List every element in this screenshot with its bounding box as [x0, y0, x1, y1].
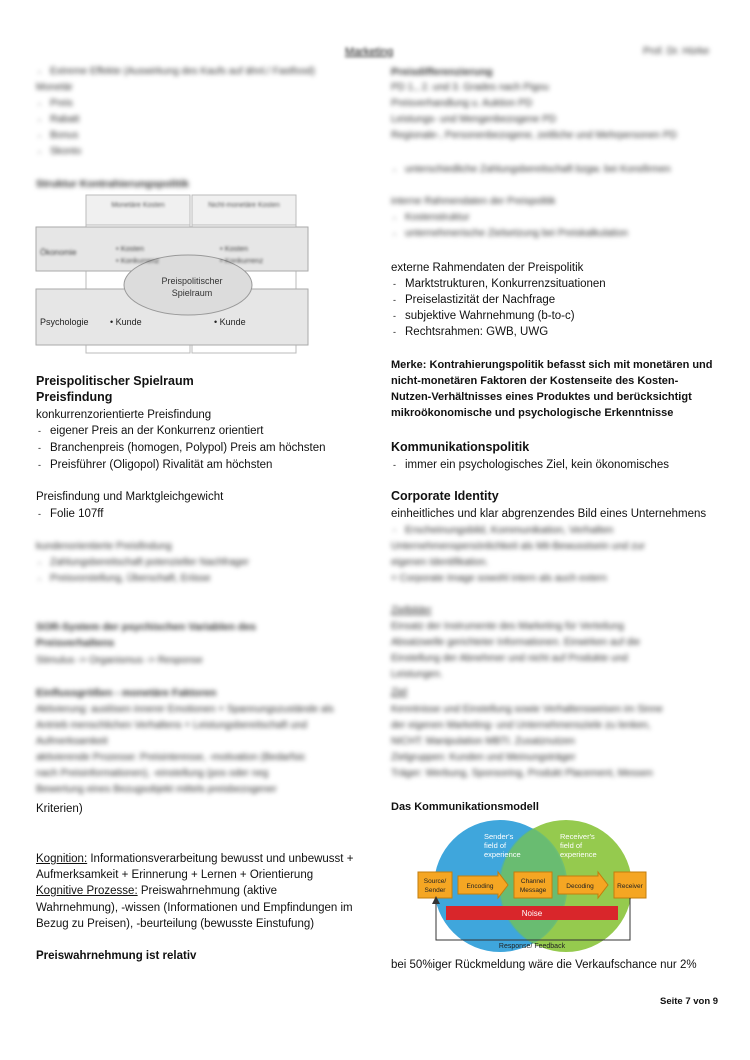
diff-line-8: ‐ unternehmerische Zielsetzung bei Preiskalkulation	[391, 226, 628, 242]
ziele-line-0: Zielbilder	[391, 605, 432, 616]
source-box	[418, 872, 452, 898]
merke-line-1: nicht-monetären Faktoren der Kostenseite des Kosten-	[391, 375, 679, 387]
heading-kommunikation: Kommunikationspolitik	[391, 440, 530, 454]
folie-ref: ‐ Folie 107ff	[36, 506, 104, 522]
struktur-diagram	[34, 193, 312, 355]
ziele-line-3: Einstellung der Abnehmer und nicht auf Produkte und	[391, 653, 628, 664]
kunden-line-2: ‐ Preisvorstellung, Überschaft, Eriisse	[36, 571, 211, 587]
diagram-row1-label: Ökonomie	[40, 248, 77, 257]
sender-field-line1: Sender's	[484, 832, 514, 841]
konkurrenz-item-2: ‐ Preisführer (Oligopol) Rivalität am höchsten	[36, 457, 272, 473]
left-top-line-3: ‐ Rabatt	[36, 112, 79, 128]
heading-modell: Das Kommunikationsmodell	[391, 801, 539, 813]
diagram-col1-box	[86, 195, 190, 225]
receiver-label: Receiver	[617, 883, 643, 890]
diagram-kunde1: • Kunde	[110, 317, 142, 327]
left-top-line-2: ‐ Preis	[36, 96, 73, 112]
source-line1: Source/	[423, 878, 447, 885]
ziele-line-5: Ziel	[391, 687, 408, 698]
diff-line-6: interne Rahmendaten der Preispolitik	[391, 196, 556, 207]
einfluss-line-0: Einflussgrößen - monetäre Faktoren	[36, 687, 217, 699]
kognition-line-2: Aufmerksamkeit + Erinnerung + Lernen + Orientierung	[36, 869, 314, 881]
struktur-heading: Struktur Kontrahierungspolitik	[36, 178, 189, 190]
diff-line-3: Leistungs- und Mengenbezogene PD	[391, 114, 557, 125]
extern-heading: externe Rahmendaten der Preispolitik	[391, 262, 584, 274]
receiver-field-line3: experience	[560, 850, 597, 859]
sender-field-line3: experience	[484, 850, 521, 859]
ziele-line-8: NICHT: Manipulation MBTI. Zusatznutzen	[391, 736, 575, 747]
corporate-line-3: = Corporate Image sowohl intern als auch extern	[391, 573, 607, 584]
preiswahrnehmung-relativ: Preiswahrnehmung ist relativ	[36, 950, 197, 962]
extern-item-1: ‐ Preiselastizität der Nachfrage	[391, 292, 555, 308]
sender-field-line2: field of	[484, 841, 507, 850]
kognition-line-1: Kognition: Informationsverarbeitung bewusst und unbewusst +	[36, 853, 354, 865]
corporate-line-2: eigenen Identifikation.	[391, 557, 489, 568]
ziele-line-6: Kenntnisse und Einstellung sowie Verhaltensweisen im Sinne	[391, 704, 663, 715]
encoding-label: Encoding	[466, 883, 494, 890]
corporate-line-0: ‐ Erscheinungsbild, Kommunikation, Verhalten	[391, 522, 613, 538]
ziele-line-7: der eigenen Marketing- und Unternehmensziele zu lenken,	[391, 720, 651, 731]
diagram-k1: • Kosten	[116, 244, 145, 253]
rueckmeldung: bei 50%iger Rückmeldung wäre die Verkaufschance nur 2%	[391, 959, 697, 971]
sor-line-0: SOR-System der psychischen Variablen des	[36, 621, 257, 633]
kprozesse-line-2: Wahrnehmung), -wissen (Informationen und Empfindungen im	[36, 902, 353, 914]
kprozesse-line-3: Bezug zu Preisen), -beurteilung (bewusste Einstufung)	[36, 918, 315, 930]
diagram-col2-box	[192, 195, 296, 225]
heading-spielraum: Preispolitischer Spielraum	[36, 374, 194, 388]
konkurrenz-item-1: ‐ Branchenpreis (homogen, Polypol) Preis am höchsten	[36, 440, 326, 456]
ziele-line-4: Leistungen.	[391, 669, 443, 680]
merke-line-2: Nutzen-Verhältnisses eines Produktes und berücksichtigt	[391, 391, 692, 403]
merke-line-3: mikroökonomische und psychologische Erkenntnisse	[391, 407, 674, 419]
merke-line-0: Merke: Kontrahierungspolitik befasst sich mit monetären und	[391, 359, 713, 371]
ziele-line-10: Träger: Werbung, Sponsoring, Produkt Placement, Messen	[391, 768, 653, 779]
receiver-field-line2: field of	[560, 841, 583, 850]
diff-line-0: Preisdifferenzierung	[391, 66, 493, 78]
corporate-line-1: Unternehmenspersönlichkeit als Mit-Bewusstsein und zur	[391, 541, 646, 552]
marktgleichgewicht: Preisfindung und Marktgleichgewicht	[36, 491, 224, 503]
ziele-line-1: Einsatz der Instrumente des Marketing für Verteilung	[391, 621, 624, 632]
feedback-label: Response/ Feedback	[498, 943, 566, 950]
einfluss-line-1: Aktivierung: auslösen innerer Emotionen + Spannungszustände als	[36, 704, 334, 715]
diagram-k3: • Kosten	[220, 244, 249, 253]
noise-label: Noise	[521, 909, 543, 918]
left-top-line-1: Monetär	[36, 82, 73, 93]
diff-line-4: Regionale-, Personenbezogene, zeitliche und Mehrpersonen PD	[391, 130, 677, 141]
kommunikation-item: ‐ immer ein psychologisches Ziel, kein ökonomisches	[391, 457, 669, 473]
kunden-line-1: ‐ Zahlungsbereitschaft potenzieller Nachfrager	[36, 555, 249, 571]
einfluss-line-5: nach Preisinformationen), -einstellung (pos oder neg	[36, 768, 269, 779]
extern-item-3: ‐ Rechtsrahmen: GWB, UWG	[391, 324, 548, 340]
header-title: Marketing	[345, 46, 394, 58]
extern-item-2: ‐ subjektive Wahrnehmung (b-to-c)	[391, 308, 575, 324]
sor-line-1: Preisverhaltens	[36, 637, 115, 649]
diff-line-5: ‐ unterschiedliche Zahlungsbereitschaft bzgw. bei Konsfirmen	[391, 162, 671, 178]
receiver-field-line1: Receiver's	[560, 832, 595, 841]
extern-item-0: ‐ Marktstrukturen, Konkurrenzsituationen	[391, 276, 606, 292]
einfluss-line-4: aktivierende Prozesse: Preisinteresse, -motivation (Bedarfsic	[36, 752, 306, 763]
channel-line2: Message	[519, 887, 547, 894]
left-top-line-4: ‐ Bonus	[36, 128, 78, 144]
einfluss-line-6: Bewertung eines Bezugsobjekt mittels preisbezogener	[36, 784, 277, 795]
diagram-center-line1: Preispolitischer	[161, 276, 223, 286]
decoding-label: Decoding	[566, 883, 594, 890]
channel-line1: Channel	[520, 878, 546, 885]
diff-line-7: ‐ Kostenstruktur	[391, 210, 469, 226]
channel-box	[514, 872, 552, 898]
heading-corporate: Corporate Identity	[391, 489, 499, 503]
kommunikationsmodell-diagram	[414, 820, 650, 954]
kunden-line-0: kundenorientierte Preisfindung	[36, 541, 172, 552]
left-top-line-0: ‐ Extreme Effekte (Auswirkung des Kaufs auf ähnl./ Fastfood)	[36, 64, 315, 80]
diagram-col1-label: Monetäre Kosten	[111, 202, 165, 209]
kprozesse-line-1: Kognitive Prozesse: Preiswahrnehmung (aktive	[36, 885, 277, 897]
header-author: Prof. Dr. Hürke	[643, 46, 710, 57]
einfluss-line-3: Aufmerksamkeit	[36, 736, 108, 747]
sor-line-2: Stimulus -> Organismus -> Response	[36, 655, 203, 666]
diagram-kunde2: • Kunde	[214, 317, 246, 327]
diagram-k4: • Konkurrenz	[220, 256, 264, 265]
kriterien: Kriterien)	[36, 803, 83, 815]
diff-line-2: Preisverhandlung u. Auktion PD	[391, 98, 533, 109]
diagram-center-line2: Spielraum	[171, 288, 213, 298]
diagram-row2-label: Psychologie	[40, 317, 89, 327]
ziele-line-2: Absatzwelle gerichteter Informationen. Einwirken auf die	[391, 637, 641, 648]
konkurrenz-item-0: ‐ eigener Preis an der Konkurrenz orientiert	[36, 423, 264, 439]
source-line2: Sender	[424, 887, 446, 894]
diff-line-1: PD 1., 2. und 3. Grades nach Pigou	[391, 82, 549, 93]
konkurrenz-intro: konkurrenzorientierte Preisfindung	[36, 409, 212, 421]
diagram-k2: • Konkurrenz	[116, 256, 160, 265]
ziele-line-9: Zielgruppen: Kunden und Meinungsträger	[391, 752, 576, 763]
page-number: Seite 7 von 9	[660, 996, 719, 1007]
diagram-col2-label: Nicht-monetäre Kosten	[208, 202, 280, 209]
einfluss-line-2: Antrieb menschlichen Verhaltens + Leistungsbereitschaft und	[36, 720, 308, 731]
corporate-text: einheitliches und klar abgrenzendes Bild eines Unternehmens	[391, 508, 707, 520]
heading-preisfindung: Preisfindung	[36, 390, 113, 404]
left-top-line-5: ‐ Skonto	[36, 144, 81, 160]
